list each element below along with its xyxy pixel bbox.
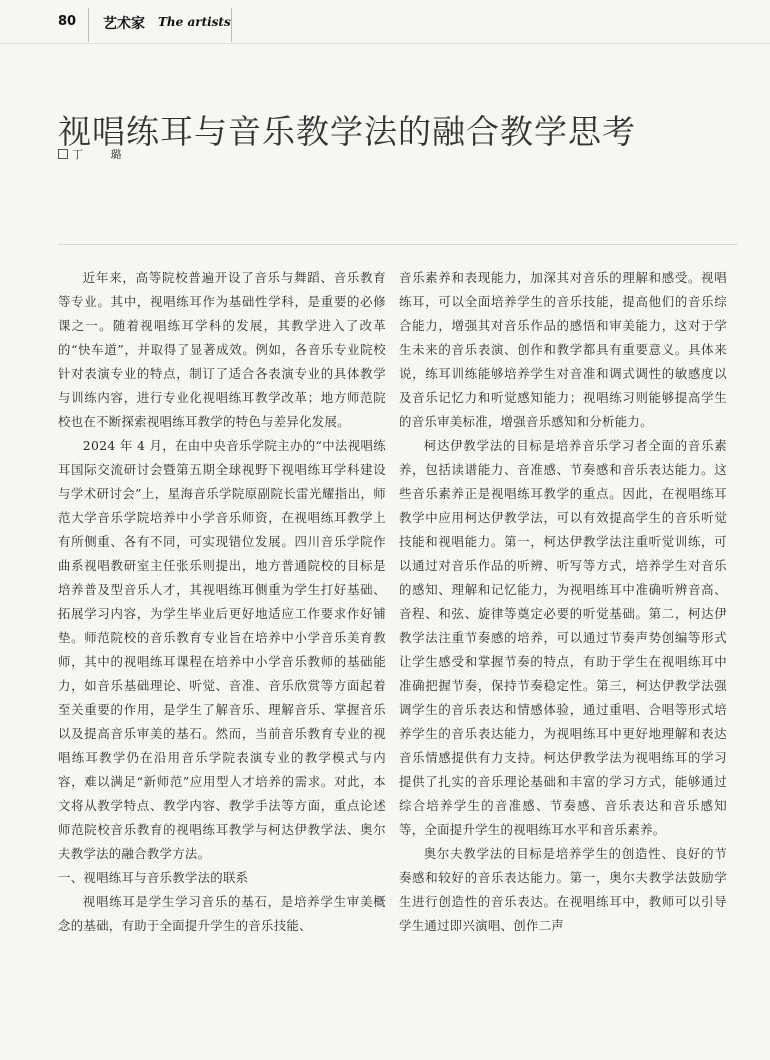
article-title: 视唱练耳与音乐教学法的融合教学思考 xyxy=(58,112,636,152)
paragraph: 近年来，高等院校普遍开设了音乐与舞蹈、音乐教育等专业。其中，视唱练耳作为基础性学科，是重要的必修课之一。随着视唱练耳学科的发展，其教学进入了改革的“快车道”，并取得了显著成效。例如，各音乐专业院校针对表演专业的特点，制订了适合各表演专业的具体教学与训练内容，进行专业化视唱练耳教学改革；地方师范院校也在不断探索视唱练耳教学的特色与差异化发展。 xyxy=(58,270,386,429)
author-marker-icon xyxy=(58,149,68,159)
paragraph: 奥尔夫教学法的目标是培养学生的创造性、良好的节奏感和较好的音乐表达能力。第一，奥尔夫教学法鼓励学生进行创造性的音乐表达。在视唱练耳中，教师可以引导学生通过即兴演唱、创作二声 xyxy=(399,846,727,933)
page-number: 80 xyxy=(58,14,77,29)
section-heading: 一、视唱练耳与音乐教学法的联系 xyxy=(58,870,249,885)
author-line xyxy=(58,146,134,162)
header-rule xyxy=(0,43,770,44)
body-top-rule xyxy=(58,244,738,245)
paragraph: 2024 年 4 月，在由中央音乐学院主办的“中法视唱练耳国际交流研讨会暨第五期全球视野下视唱练耳学科建设与学术研讨会”上，星海音乐学院原副院长雷光耀指出，师范大学音乐学院培养中小学音乐师资，在视唱练耳教学上有所侧重、各有不同，可实现错位发展。四川音乐学院作曲系视唱教研室主任张乐则提出，地方普通院校的目标是培养普及型音乐人才，其视唱练耳侧重为学生打好基础、拓展学习内容，为学生毕业后更好地适应工作要求作好铺垫。师范院校的音乐教育专业旨在培养中小学音乐美育教师，其中的视唱练耳课程在培养中小学音乐教师的基础能力，如音乐基础理论、听觉、音准、音乐欣赏等方面起着至关重要的作用，是学生了解音乐、理解音乐、掌握音乐以及提高音乐审美的基石。然而，当前音乐教育专业的视唱练耳教学仍在沿用音乐学院表演专业的教学模式与内容，难以满足“新师范”应用型人才培养的需求。对此，本文将从教学特点、教学内容、教学手法等方面，重点论述师范院校音乐教育的视唱练耳教学与柯达伊教学法、奥尔夫教学法的融合教学方法。 xyxy=(58,438,386,861)
author-name: 丁 璐 xyxy=(72,148,134,161)
paragraph: 视唱练耳是学生学习音乐的基石，是培养学生审美概念的基础，有助于全面提升学生的音乐技能、 xyxy=(58,894,386,933)
paragraph: 音乐素养和表现能力，加深其对音乐的理解和感受。视唱练耳，可以全面培养学生的音乐技能，提高他们的音乐综合能力，增强其对音乐作品的感悟和审美能力，这对于学生未来的音乐表演、创作和教学都具有重要意义。具体来说，练耳训练能够培养学生对音准和调式调性的敏感度以及音乐记忆力和听觉感知能力；视唱练习则能够提高学生的音乐审美标准，增强音乐感知和分析能力。 xyxy=(399,270,727,429)
page-header xyxy=(0,0,770,44)
section-name-cn: 艺术家 xyxy=(103,16,145,32)
paragraph: 柯达伊教学法的目标是培养音乐学习者全面的音乐素养，包括读谱能力、音准感、节奏感和音乐表达能力。这些音乐素养正是视唱练耳教学的重点。因此，在视唱练耳教学中应用柯达伊教学法，可以有效提高学生的音乐听觉技能和视唱能力。第一，柯达伊教学法注重听觉训练，可以通过对音乐作品的听辨、听写等方式，培养学生对音乐的感知、理解和记忆能力，为视唱练耳中准确听辨音高、音程、和弦、旋律等奠定必要的听觉基础。第二，柯达伊教学法注重节奏感的培养，可以通过节奏声势创编等形式让学生感受和掌握节奏的特点，有助于学生在视唱练耳中准确把握节奏，保持节奏稳定性。第三，柯达伊教学法强调学生的音乐表达和情感体验，通过重唱、合唱等形式培养学生的音乐表达能力，为视唱练耳中更好地理解和表达音乐情感提供有力支持。柯达伊教学法为视唱练耳的学习提供了扎实的音乐理论基础和丰富的学习方式，能够通过综合培养学生的音准感、节奏感、音乐表达和音乐感知等，全面提升学生的视唱练耳水平和音乐素养。 xyxy=(399,438,727,837)
header-divider xyxy=(231,8,232,42)
header-divider xyxy=(88,8,89,42)
right-column xyxy=(399,266,727,938)
section-name-en: The artists xyxy=(158,15,231,29)
left-column xyxy=(58,266,386,938)
